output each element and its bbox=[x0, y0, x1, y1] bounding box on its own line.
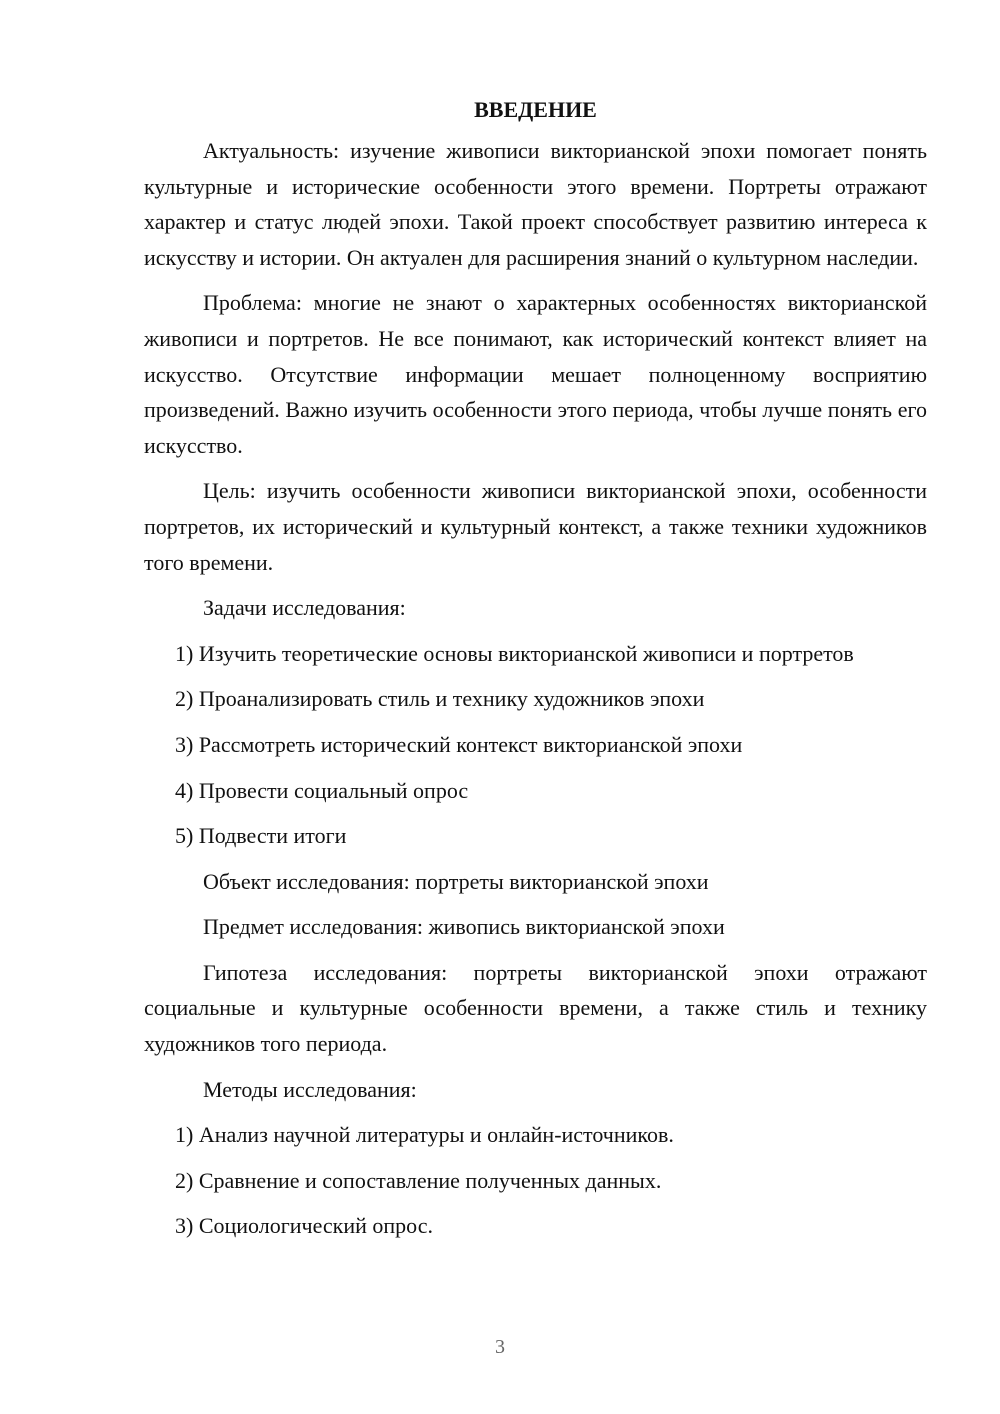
relevance-paragraph: Актуальность: изучение живописи викторианской эпохи помогает понять культурные и исторические особенности этого времени. Портреты отражают характер и статус людей эпохи. Такой проект способствует развитию интереса к искусству и истории. Он актуален для расширения знаний о культурном наследии. bbox=[144, 138, 927, 270]
task-item-1: 1) Изучить теоретические основы викторианской живописи и портретов bbox=[175, 640, 854, 666]
task-item-5: 5) Подвести итоги bbox=[175, 823, 347, 849]
hypothesis-paragraph: Гипотеза исследования: портреты викторианской эпохи отражают социальные и культурные особенности времени, а также стиль и технику художников того периода. bbox=[144, 959, 927, 1057]
method-item-1: 1) Анализ научной литературы и онлайн-источников. bbox=[175, 1122, 674, 1148]
page-title: ВВЕДЕНИЕ bbox=[474, 97, 597, 122]
method-item-3: 3) Социологический опрос. bbox=[175, 1213, 433, 1239]
method-item-2: 2) Сравнение и сопоставление полученных данных. bbox=[175, 1167, 662, 1193]
document-body bbox=[144, 92, 927, 1244]
task-item-4: 4) Провести социальный опрос bbox=[175, 777, 469, 803]
methods-heading: Методы исследования: bbox=[203, 1076, 417, 1102]
research-object: Объект исследования: портреты викторианской эпохи bbox=[203, 868, 709, 894]
task-item-3: 3) Рассмотреть исторический контекст викторианской эпохи bbox=[175, 731, 743, 757]
task-item-2: 2) Проанализировать стиль и технику художников эпохи bbox=[175, 686, 705, 712]
goal-paragraph: Цель: изучить особенности живописи викторианской эпохи, особенности портретов, их исторический и культурный контекст, а также техники художников того времени. bbox=[144, 478, 927, 575]
problem-paragraph: Проблема: многие не знают о характерных особенностях викторианской живописи и портретов. Не все понимают, как исторический контекст влияет на искусство. Отсутствие информации мешает полноценному восприятию произведений. Важно изучить особенности этого периода, чтобы лучше понять его искусство. bbox=[144, 290, 927, 458]
research-subject: Предмет исследования: живопись викторианской эпохи bbox=[203, 914, 725, 940]
tasks-heading: Задачи исследования: bbox=[203, 595, 406, 621]
page-number: 3 bbox=[495, 1336, 505, 1358]
